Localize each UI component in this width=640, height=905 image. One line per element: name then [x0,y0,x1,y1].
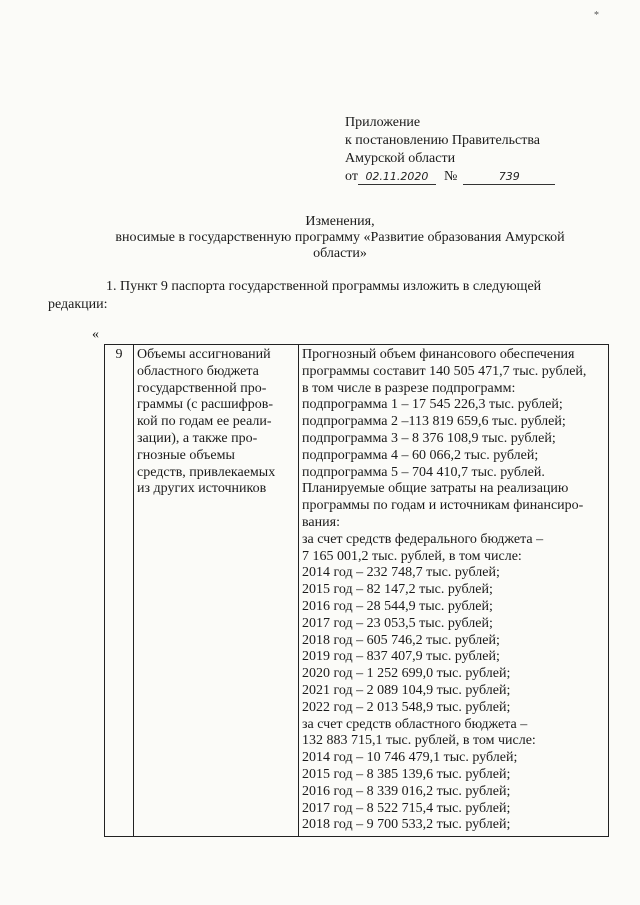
content-line: подпрограмма 3 – 8 376 108,9 тыс. рублей; [302,430,556,446]
content-line: за счет средств федерального бюджета – [302,531,544,547]
program-passport-table [104,344,609,837]
content-line: подпрограмма 5 – 704 410,7 тыс. рублей. [302,464,545,480]
label-line: зации), а также про- [137,430,258,446]
label-line: областного бюджета [137,363,259,379]
paragraph-line-1: 1. Пункт 9 паспорта государственной программы изложить в следующей [106,279,542,294]
title-line-1: Изменения, [305,214,375,229]
content-line: 2018 год – 9 700 533,2 тыс. рублей; [302,817,511,833]
date-prefix: от [345,169,358,184]
content-line: подпрограмма 4 – 60 066,2 тыс. рублей; [302,447,539,463]
label-line: государственной про- [137,380,267,396]
handwritten-number: 739 [463,170,555,185]
content-line: 2016 год – 28 544,9 тыс. рублей; [302,598,493,614]
row-number-cell: 9 [105,345,134,837]
content-line: 2018 год – 605 746,2 тыс. рублей; [302,632,500,648]
content-line: за счет средств областного бюджета – [302,716,528,732]
content-line: 2021 год – 2 089 104,9 тыс. рублей; [302,682,511,698]
label-line: из других источников [137,481,267,497]
appendix-region-line: Амурской области [345,151,456,166]
content-line: 2019 год – 837 407,9 тыс. рублей; [302,649,500,665]
title-line-3: области» [313,246,367,261]
label-line: кой по годам ее реали- [137,414,272,430]
content-line: 2015 год – 82 147,2 тыс. рублей; [302,582,493,598]
content-line: вания: [302,514,340,530]
content-line: 2015 год – 8 385 139,6 тыс. рублей; [302,766,511,782]
row-label-cell [134,345,299,837]
label-line: средств, привлекаемых [137,464,276,480]
content-line: подпрограмма 1 – 17 545 226,3 тыс. рублей; [302,397,563,413]
number-label: № [443,169,458,184]
content-line: 2014 год – 232 748,7 тыс. рублей; [302,565,500,581]
document-title [80,214,600,262]
content-line: подпрограмма 2 –113 819 659,6 тыс. рублей; [302,414,566,430]
content-line: 2014 год – 10 746 479,1 тыс. рублей; [302,750,518,766]
content-line: Планируемые общие затраты на реализацию [302,481,569,497]
opening-quote: « [92,327,99,342]
appendix-date-number-line [345,168,555,186]
content-line: 7 165 001,2 тыс. рублей, в том числе: [302,548,522,564]
content-line: в том числе в разрезе подпрограмм: [302,380,516,396]
row-content-cell [299,345,609,837]
corner-mark: * [594,10,599,21]
content-line: 2017 год – 23 053,5 тыс. рублей; [302,615,493,631]
label-line: Объемы ассигнований [137,347,271,362]
paragraph-line-2: редакции: [48,297,108,312]
content-line: программы по годам и источникам финансиро- [302,498,584,514]
handwritten-date: 02.11.2020 [358,170,436,185]
content-line: 2017 год – 8 522 715,4 тыс. рублей; [302,800,511,816]
appendix-header [345,114,555,186]
content-line: 2020 год – 1 252 699,0 тыс. рублей; [302,666,511,682]
content-line: 132 883 715,1 тыс. рублей, в том числе: [302,733,536,749]
content-line: программы составит 140 505 471,7 тыс. рублей, [302,363,587,379]
label-line: граммы (с расшифров- [137,397,274,413]
appendix-title: Приложение [345,115,421,130]
content-line: Прогнозный объем финансового обеспечения [302,347,575,362]
paragraph-1 [48,278,598,314]
title-line-2: вносимые в государственную программу «Развитие образования Амурской [115,230,565,245]
content-line: 2022 год – 2 013 548,9 тыс. рублей; [302,699,511,715]
label-line: гнозные объемы [137,447,235,463]
table-row [105,345,609,837]
appendix-decree-line: к постановлению Правительства [345,133,541,148]
content-line: 2016 год – 8 339 016,2 тыс. рублей; [302,783,511,799]
